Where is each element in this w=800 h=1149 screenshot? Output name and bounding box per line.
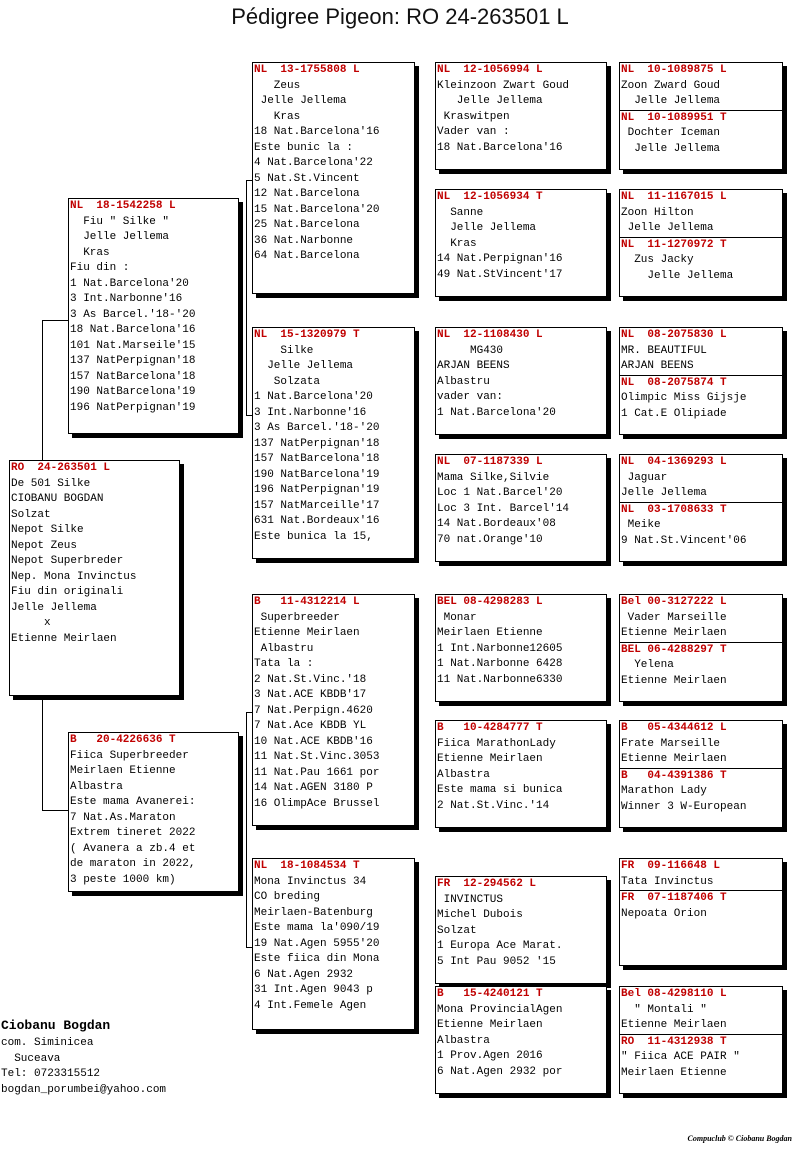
- pedigree-line: Albastra: [437, 1034, 490, 1047]
- pedigree-line: Marathon Lady: [621, 785, 707, 797]
- pedigree-line: Kras: [70, 246, 110, 259]
- dam-entry: [620, 890, 782, 922]
- pedigree-line: Etienne Meirlaen: [621, 1019, 727, 1031]
- great-grandparent-card: [435, 62, 607, 170]
- ring-number: NL 10-1089951 T: [621, 111, 727, 124]
- owner-line: com. Siminicea: [1, 1037, 94, 1049]
- pedigree-line: Kraswitpen: [437, 110, 510, 123]
- ancestor-pair-card: [619, 189, 783, 297]
- ring-number: NL 08-2075874 T: [621, 376, 727, 389]
- pedigree-line: Mona ProvincialAgen: [437, 1003, 563, 1016]
- ring-number: NL 18-1542258 L: [70, 200, 176, 212]
- pedigree-line: Zoon Hilton: [621, 206, 694, 219]
- pedigree-line: Este mama Avanerei:: [70, 796, 196, 808]
- pedigree-line: 137 NatPerpignan'18: [254, 437, 380, 450]
- pedigree-line: Etienne Meirlaen: [11, 632, 117, 645]
- connector-horizontal: [42, 320, 68, 321]
- pedigree-line: 36 Nat.Narbonne: [254, 234, 354, 247]
- pedigree-line: " Montali ": [621, 1003, 707, 1016]
- connector-horizontal: [246, 712, 252, 713]
- pedigree-line: 10 Nat.ACE KBDB'16: [254, 735, 373, 748]
- pedigree-line: Jelle Jellema: [621, 142, 721, 155]
- pedigree-line: 190 NatBarcelona'19: [70, 386, 196, 398]
- pedigree-line: 190 NatBarcelona'19: [254, 468, 380, 481]
- pedigree-line: Mama Silke,Silvie: [437, 471, 550, 484]
- pedigree-line: 16 OlimpAce Brussel: [254, 797, 380, 810]
- pedigree-line: Kras: [437, 237, 477, 250]
- ring-number: BEL 06-4288297 T: [621, 643, 727, 656]
- pedigree-line: CIOBANU BOGDAN: [11, 493, 104, 505]
- pedigree-line: Zeus: [254, 79, 301, 92]
- connector-vertical: [246, 712, 247, 947]
- pedigree-line: 19 Nat.Agen 5955'20: [254, 937, 380, 950]
- pedigree-line: Yelena: [621, 659, 674, 671]
- pedigree-line: 157 NatBarcelona'18: [254, 453, 380, 465]
- ring-number: NL 12-1108430 L: [437, 329, 543, 341]
- pedigree-line: Winner 3 W-European: [621, 800, 747, 813]
- connector-horizontal: [246, 180, 252, 181]
- pedigree-line: Este bunic la :: [254, 141, 354, 154]
- grandparent-card: [252, 327, 415, 559]
- pedigree-line: De 501 Silke: [11, 477, 91, 490]
- grandparent-card: [252, 62, 415, 294]
- ring-number: NL 18-1084534 T: [254, 860, 360, 872]
- footer-credit: Compuclub © Ciobanu Bogdan: [687, 1134, 792, 1143]
- pedigree-line: 7 Nat.Perpign.4620: [254, 704, 373, 717]
- pedigree-line: 5 Int Pau 9052 '15: [437, 955, 556, 968]
- pedigree-line: " Fiica ACE PAIR ": [621, 1051, 740, 1063]
- ring-number: B 10-4284777 T: [437, 722, 543, 734]
- ring-number: BEL 08-4298283 L: [437, 596, 543, 608]
- pedigree-line: 11 Nat.Narbonne6330: [437, 673, 563, 686]
- pedigree-line: 4 Int.Femele Agen: [254, 999, 367, 1012]
- pedigree-line: Fiu din :: [70, 262, 130, 274]
- pedigree-line: 11 Nat.St.Vinc.3053: [254, 751, 380, 763]
- pedigree-line: 7 Nat.As.Maraton: [70, 811, 176, 824]
- pedigree-line: Kleinzoon Zwart Goud: [437, 79, 570, 92]
- pedigree-line: 1 Nat.Barcelona'20: [437, 406, 556, 419]
- pedigree-line: Vader van :: [437, 126, 510, 138]
- pedigree-line: 3 Int.Narbonne'16: [254, 406, 367, 419]
- pedigree-line: Superbreeder: [254, 611, 340, 624]
- pedigree-line: x: [11, 617, 51, 629]
- pedigree-line: Fiica MarathonLady: [437, 737, 556, 750]
- pedigree-line: Nep. Mona Invinctus: [11, 570, 137, 583]
- ring-number: NL 11-1270972 T: [621, 238, 727, 251]
- ring-number: NL 13-1755808 L: [254, 64, 360, 76]
- owner-email: bogdan_porumbei@yahoo.com: [1, 1083, 167, 1096]
- ring-number: RO 11-4312938 T: [621, 1035, 727, 1048]
- ring-number: FR 09-116648 L: [621, 860, 721, 872]
- pedigree-line: 3 Nat.ACE KBDB'17: [254, 689, 367, 701]
- sire-entry: [620, 455, 782, 502]
- dam-entry: [620, 375, 782, 423]
- pedigree-line: Zoon Zward Goud: [621, 79, 721, 92]
- pedigree-line: 2 Nat.St.Vinc.'18: [254, 673, 367, 686]
- pedigree-line: Dochter Iceman: [621, 127, 721, 139]
- pedigree-line: Etienne Meirlaen: [437, 753, 543, 765]
- ancestor-pair-card: [619, 986, 783, 1094]
- pedigree-line: Tata la :: [254, 658, 314, 670]
- pedigree-line: Meike: [621, 519, 661, 531]
- pedigree-line: 6 Nat.Agen 2932 por: [437, 1065, 563, 1078]
- pedigree-line: Albastra: [437, 768, 490, 781]
- pedigree-line: 9 Nat.St.Vincent'06: [621, 534, 747, 547]
- pedigree-line: 64 Nat.Barcelona: [254, 250, 360, 262]
- pedigree-line: CO breding: [254, 891, 321, 903]
- pedigree-line: ARJAN BEENS: [621, 360, 694, 372]
- dam-entry: [620, 642, 782, 690]
- pedigree-line: Nepot Zeus: [11, 539, 78, 552]
- pedigree-line: Solzat: [437, 924, 477, 937]
- pedigree-line: de maraton in 2022,: [70, 858, 196, 870]
- pedigree-line: ( Avanera a zb.4 et: [70, 842, 196, 855]
- ring-number: RO 24-263501 L: [11, 462, 111, 474]
- pedigree-line: Nepot Silke: [11, 524, 84, 536]
- great-grandparent-card: [435, 720, 607, 828]
- sire-entry: [620, 190, 782, 237]
- grandparent-card: [252, 858, 415, 1030]
- pedigree-line: 157 NatMarceille'17: [254, 499, 380, 512]
- pedigree-line: 3 As Barcel.'18-'20: [70, 308, 196, 321]
- pedigree-line: Meirlaen Etienne: [70, 765, 176, 777]
- pedigree-line: 49 Nat.StVincent'17: [437, 268, 563, 281]
- pedigree-line: Tata Invinctus: [621, 875, 714, 888]
- pedigree-line: 1 Nat.Barcelona'20: [254, 391, 373, 403]
- ancestor-pair-card: [619, 327, 783, 435]
- pedigree-line: Jelle Jellema: [437, 95, 543, 107]
- pedigree-line: Meirlaen Etienne: [621, 1066, 727, 1079]
- pedigree-line: Fiu " Silke ": [70, 215, 170, 228]
- dam-entry: [620, 768, 782, 816]
- ring-number: NL 12-1056994 L: [437, 64, 543, 76]
- pedigree-line: Este mama la'090/19: [254, 922, 380, 934]
- pedigree-line: 1 Europa Ace Marat.: [437, 940, 563, 952]
- pedigree-line: Meirlaen Etienne: [437, 627, 543, 639]
- ring-number: Bel 08-4298110 L: [621, 988, 727, 1000]
- connector-vertical: [246, 180, 247, 415]
- pedigree-line: 1 Cat.E Olipiade: [621, 407, 727, 420]
- great-grandparent-card: [435, 454, 607, 562]
- dam-entry: [620, 110, 782, 158]
- pedigree-line: Loc 1 Nat.Barcel'20: [437, 487, 563, 499]
- great-grandparent-card: [435, 986, 607, 1094]
- page-title: Pédigree Pigeon: RO 24-263501 L: [231, 4, 569, 29]
- pedigree-line: 25 Nat.Barcelona: [254, 219, 360, 231]
- subject-card: [9, 460, 180, 696]
- pedigree-line: Este bunica la 15,: [254, 530, 373, 543]
- pedigree-line: 101 Nat.Marseile'15: [70, 339, 196, 352]
- pedigree-line: Jelle Jellema: [621, 487, 707, 499]
- pedigree-line: 3 As Barcel.'18-'20: [254, 422, 380, 434]
- pedigree-line: 3 Int.Narbonne'16: [70, 293, 183, 305]
- pedigree-line: 1 Int.Narbonne12605: [437, 642, 563, 655]
- ancestor-pair-card: [619, 454, 783, 562]
- ring-number: B 05-4344612 L: [621, 722, 727, 734]
- pedigree-line: Mona Invinctus 34: [254, 875, 367, 888]
- pedigree-line: vader van:: [437, 391, 504, 403]
- pedigree-line: 196 NatPerpignan'19: [254, 484, 380, 496]
- pedigree-line: Vader Marseille: [621, 611, 727, 624]
- ring-number: NL 04-1369293 L: [621, 456, 727, 468]
- ring-number: NL 03-1708633 T: [621, 503, 727, 516]
- pedigree-line: Jelle Jellema: [254, 360, 354, 372]
- pedigree-line: Silke: [254, 344, 314, 357]
- ancestor-pair-card: [619, 720, 783, 828]
- sire-entry: [620, 595, 782, 642]
- pedigree-line: Jelle Jellema: [437, 222, 537, 234]
- pedigree-line: 70 nat.Orange'10: [437, 533, 543, 546]
- pedigree-line: ARJAN BEENS: [437, 360, 510, 372]
- ring-number: FR 07-1187406 T: [621, 892, 727, 904]
- pedigree-line: 631 Nat.Bordeaux'16: [254, 515, 380, 527]
- connector-vertical: [42, 700, 43, 810]
- pedigree-line: 18 Nat.Barcelona'16: [254, 126, 380, 138]
- ring-number: B 15-4240121 T: [437, 988, 543, 1000]
- pedigree-line: Etienne Meirlaen: [621, 627, 727, 639]
- pedigree-line: Frate Marseille: [621, 737, 721, 750]
- pedigree-line: Monar: [437, 611, 477, 624]
- great-grandparent-card: [435, 594, 607, 702]
- sire-entry: [620, 721, 782, 768]
- pedigree-line: 157 NatBarcelona'18: [70, 370, 196, 383]
- pedigree-line: 5 Nat.St.Vincent: [254, 172, 360, 185]
- pedigree-line: Jelle Jellema: [621, 269, 734, 282]
- connector-horizontal: [246, 947, 252, 948]
- pedigree-line: 1 Nat.Barcelona'20: [70, 277, 189, 290]
- pedigree-line: 2 Nat.St.Vinc.'14: [437, 799, 550, 812]
- pedigree-line: Este fiica din Mona: [254, 953, 380, 965]
- ring-number: B 20-4226636 T: [70, 734, 176, 746]
- pedigree-line: Solzata: [254, 375, 321, 388]
- pedigree-line: Albastru: [254, 642, 314, 655]
- pedigree-line: Nepoata Orion: [621, 907, 707, 920]
- pedigree-line: Jelle Jellema: [621, 95, 721, 107]
- ring-number: NL 11-1167015 L: [621, 191, 727, 203]
- pedigree-line: Jelle Jellema: [11, 601, 97, 614]
- ring-number: NL 12-1056934 T: [437, 191, 543, 203]
- pedigree-line: 18 Nat.Barcelona'16: [70, 324, 196, 336]
- pedigree-line: Etienne Meirlaen: [254, 627, 360, 639]
- grandparent-card: [252, 594, 415, 826]
- pedigree-line: Michel Dubois: [437, 909, 523, 921]
- great-grandparent-card: [435, 876, 607, 984]
- sire-entry: [620, 987, 782, 1034]
- pedigree-line: 12 Nat.Barcelona: [254, 188, 360, 200]
- pedigree-line: 3 peste 1000 km): [70, 873, 176, 886]
- ring-number: FR 12-294562 L: [437, 878, 537, 890]
- owner-line: Tel: 0723315512: [1, 1068, 101, 1080]
- connector-horizontal: [246, 415, 252, 416]
- pedigree-line: INVINCTUS: [437, 893, 504, 906]
- ancestor-pair-card: [619, 594, 783, 702]
- dam-entry: [620, 502, 782, 550]
- pedigree-line: Fiica Superbreeder: [70, 749, 189, 762]
- ancestor-pair-card: [619, 62, 783, 170]
- pedigree-line: Olimpic Miss Gijsje: [621, 392, 747, 404]
- ancestor-pair-card: [619, 858, 783, 966]
- pedigree-line: Etienne Meirlaen: [621, 753, 727, 765]
- ring-number: NL 15-1320979 T: [254, 329, 360, 341]
- owner-line: Suceava: [1, 1052, 61, 1065]
- pedigree-line: Albastra: [70, 780, 123, 793]
- pedigree-line: Nepot Superbreder: [11, 555, 124, 567]
- pedigree-line: Solzat: [11, 508, 51, 521]
- pedigree-line: 1 Nat.Narbonne 6428: [437, 658, 563, 670]
- pedigree-line: Meirlaen-Batenburg: [254, 906, 373, 919]
- pedigree-line: Kras: [254, 110, 301, 123]
- pedigree-line: Loc 3 Int. Barcel'14: [437, 502, 570, 515]
- pedigree-line: 1 Prov.Agen 2016: [437, 1050, 543, 1062]
- pedigree-line: 137 NatPerpignan'18: [70, 355, 196, 367]
- pedigree-line: Jelle Jellema: [621, 222, 714, 234]
- ring-number: Bel 00-3127222 L: [621, 596, 727, 608]
- pedigree-line: Zus Jacky: [621, 254, 694, 266]
- pedigree-line: 14 Nat.Bordeaux'08: [437, 518, 556, 530]
- pedigree-line: 15 Nat.Barcelona'20: [254, 203, 380, 216]
- ring-number: NL 07-1187339 L: [437, 456, 543, 468]
- great-grandparent-card: [435, 189, 607, 297]
- pedigree-line: 14 Nat.Perpignan'16: [437, 253, 563, 265]
- great-grandparent-card: [435, 327, 607, 435]
- pedigree-line: 18 Nat.Barcelona'16: [437, 141, 563, 154]
- pedigree-line: Jelle Jellema: [70, 231, 170, 243]
- pedigree-line: Albastru: [437, 375, 490, 388]
- dam-card: [68, 732, 239, 892]
- pedigree-line: 4 Nat.Barcelona'22: [254, 157, 373, 169]
- pedigree-line: Este mama si bunica: [437, 784, 563, 796]
- pedigree-line: 196 NatPerpignan'19: [70, 401, 196, 414]
- pedigree-line: Extrem tineret 2022: [70, 827, 196, 839]
- pedigree-line: Etienne Meirlaen: [621, 674, 727, 687]
- pedigree-line: 6 Nat.Agen 2932: [254, 968, 354, 981]
- dam-entry: [620, 1034, 782, 1082]
- pedigree-line: Jelle Jellema: [254, 95, 347, 107]
- pedigree-line: Jaguar: [621, 471, 668, 484]
- dam-entry: [620, 237, 782, 285]
- ring-number: NL 08-2075830 L: [621, 329, 727, 341]
- sire-card: [68, 198, 239, 434]
- sire-entry: [620, 859, 782, 890]
- owner-name: Ciobanu Bogdan: [1, 1018, 111, 1033]
- pedigree-line: Sanne: [437, 206, 484, 219]
- sire-entry: [620, 63, 782, 110]
- pedigree-line: Fiu din originali: [11, 586, 124, 598]
- connector-vertical: [42, 320, 43, 460]
- pedigree-line: 14 Nat.AGEN 3180 P: [254, 782, 373, 794]
- ring-number: NL 10-1089875 L: [621, 64, 727, 76]
- pedigree-line: 31 Int.Agen 9043 p: [254, 984, 373, 996]
- sire-entry: [620, 328, 782, 375]
- pedigree-line: 7 Nat.Ace KBDB YL: [254, 720, 367, 732]
- pedigree-line: Etienne Meirlaen: [437, 1019, 543, 1031]
- owner-info: [1, 1016, 166, 1098]
- pedigree-line: MG430: [437, 344, 504, 357]
- ring-number: B 04-4391386 T: [621, 769, 727, 782]
- pedigree-line: 11 Nat.Pau 1661 por: [254, 766, 380, 779]
- pedigree-line: MR. BEAUTIFUL: [621, 344, 707, 357]
- connector-horizontal: [42, 810, 68, 811]
- ring-number: B 11-4312214 L: [254, 596, 360, 608]
